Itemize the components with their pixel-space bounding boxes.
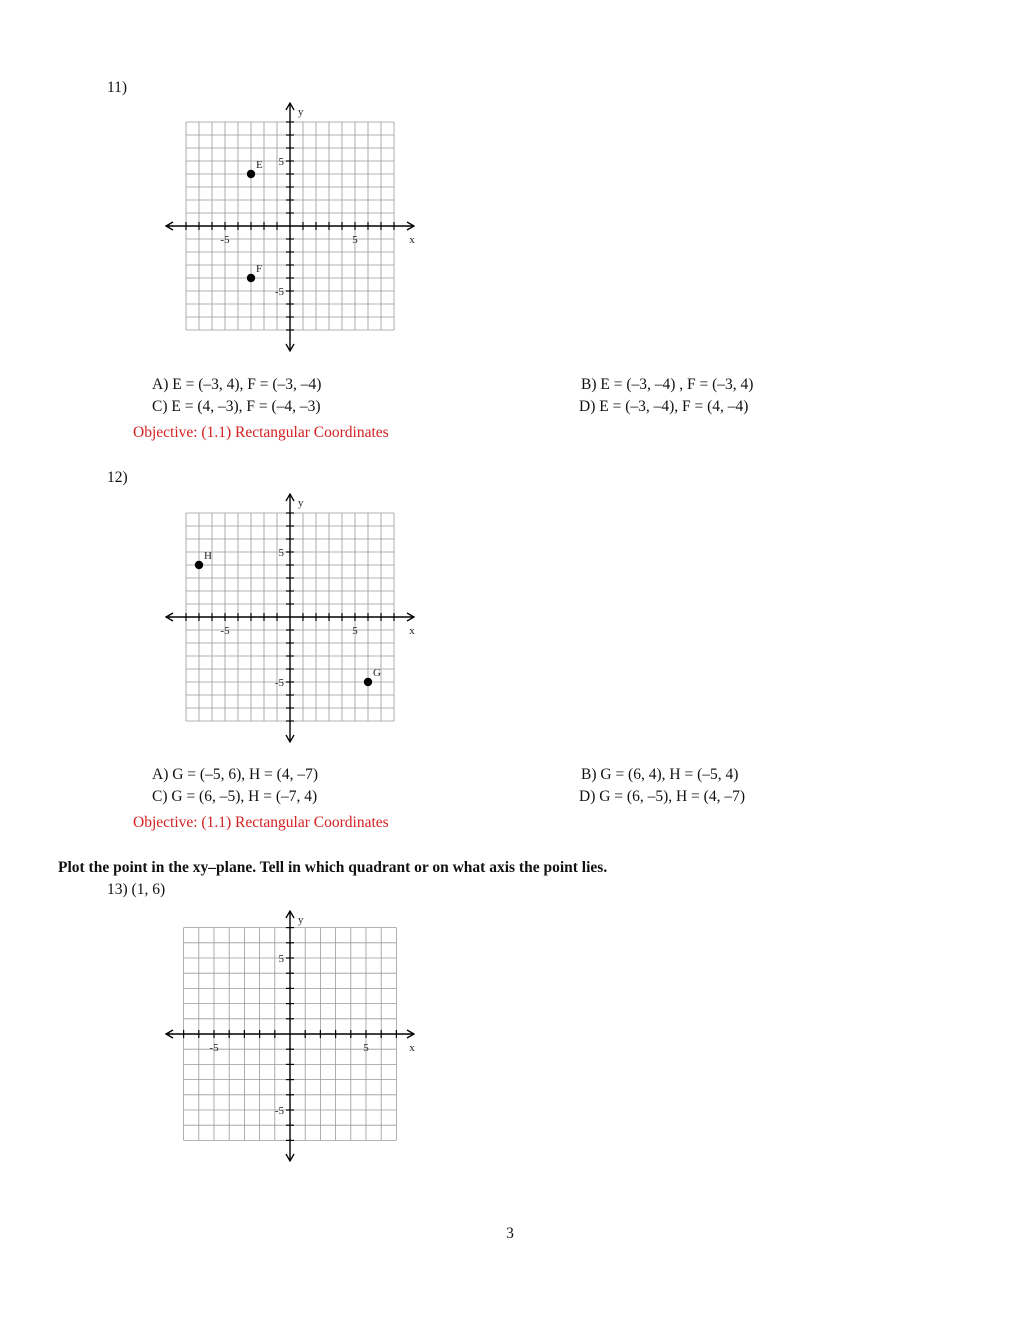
point-marker bbox=[247, 170, 255, 178]
x-tick-label-neg5: -5 bbox=[209, 1042, 219, 1054]
choice-b-11: B) E = (–3, –4) , F = (–3, 4) bbox=[581, 376, 754, 393]
coordinate-plane-11 bbox=[160, 100, 420, 356]
coordinate-plane-12 bbox=[160, 491, 420, 747]
plotted-point-f bbox=[247, 263, 262, 282]
plotted-point-e bbox=[247, 159, 263, 178]
question-number-11: 11) bbox=[107, 79, 128, 96]
choice-b-12: B) G = (6, 4), H = (–5, 4) bbox=[581, 766, 739, 783]
y-tick-label-neg5: -5 bbox=[274, 677, 284, 689]
point-label: H bbox=[204, 550, 212, 562]
y-axis-label: y bbox=[298, 497, 304, 509]
y-tick-label-5: 5 bbox=[278, 953, 284, 965]
x-axis-label: x bbox=[409, 234, 415, 246]
choice-c-12: C) G = (6, –5), H = (–7, 4) bbox=[152, 788, 318, 805]
choice-d-11: D) E = (–3, –4), F = (4, –4) bbox=[579, 398, 749, 415]
x-axis-label: x bbox=[409, 625, 415, 637]
question-13-prompt: 13) (1, 6) bbox=[107, 881, 166, 898]
point-marker bbox=[195, 561, 203, 569]
question-number-12: 12) bbox=[107, 469, 128, 486]
y-tick-label-neg5: -5 bbox=[274, 1105, 284, 1117]
x-tick-label-5: 5 bbox=[352, 234, 358, 246]
choice-a-11: A) E = (–3, 4), F = (–3, –4) bbox=[152, 376, 322, 393]
y-axis-label: y bbox=[298, 106, 304, 118]
x-tick-label-neg5: -5 bbox=[220, 234, 230, 246]
instruction-heading: Plot the point in the xy–plane. Tell in which quadrant or on what axis the point lies. bbox=[58, 859, 608, 876]
plotted-point-h bbox=[195, 550, 212, 569]
objective-11: Objective: (1.1) Rectangular Coordinates bbox=[133, 424, 389, 441]
point-marker bbox=[247, 274, 255, 282]
objective-12: Objective: (1.1) Rectangular Coordinates bbox=[133, 814, 389, 831]
choice-c-11: C) E = (4, –3), F = (–4, –3) bbox=[152, 398, 321, 415]
x-tick-label-5: 5 bbox=[352, 625, 358, 637]
x-tick-label-neg5: -5 bbox=[220, 625, 230, 637]
point-label: G bbox=[373, 667, 381, 679]
page-number: 3 bbox=[506, 1225, 514, 1242]
choice-d-12: D) G = (6, –5), H = (4, –7) bbox=[579, 788, 745, 805]
y-tick-label-5: 5 bbox=[278, 156, 284, 168]
y-axis-label: y bbox=[298, 914, 304, 926]
y-tick-label-5: 5 bbox=[278, 547, 284, 559]
point-label: F bbox=[256, 263, 263, 275]
choice-a-12: A) G = (–5, 6), H = (4, –7) bbox=[152, 766, 318, 783]
y-tick-label-neg5: -5 bbox=[274, 286, 284, 298]
coordinate-plane-13[interactable] bbox=[160, 904, 420, 1164]
point-label: E bbox=[256, 159, 263, 171]
x-axis-label: x bbox=[409, 1042, 415, 1054]
plotted-point-g bbox=[364, 667, 381, 686]
x-tick-label-5: 5 bbox=[363, 1042, 369, 1054]
point-marker bbox=[364, 678, 372, 686]
